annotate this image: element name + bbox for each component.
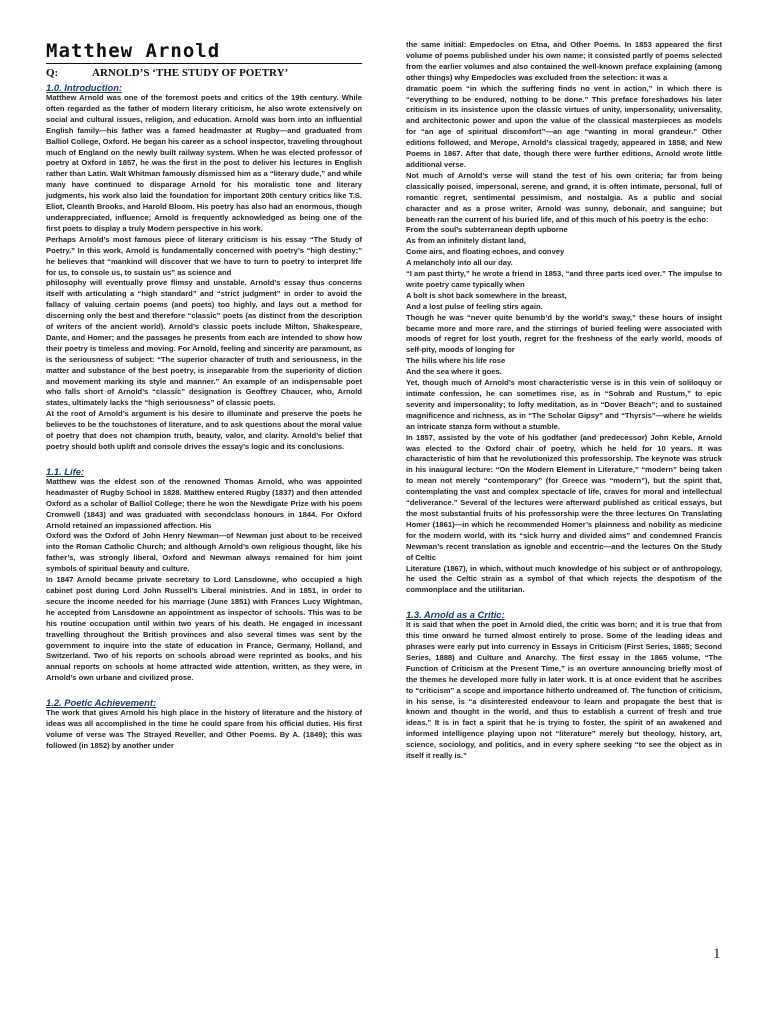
- paragraph: It is said that when the poet in Arnold died, the critic was born; and it is true that from this time onward he turned almost entirely to prose. Some of the leading ideas and phrases were early put into currency in Essays in Criticism (First Series, 1865; Second Series, 1888) and Culture and Anarchy. The first essay in the 1865 volume, “The Function of Criticism at the Present Time,” is an overture announcing briefly most of the themes he developed more fully in later work. It is at once evident that he ascribes to “criticism” a scope and importance hitherto undreamed of. The function of criticism, in his sense, is “a disinterested endeavour to learn and propagate the best that is known and thought in the world, and thus to establish a current of fresh and true ideas.” It is in fact a spirit that he is trying to foster, the spirit of an awakened and informed intelligence playing upon not “literature” merely but theology, history, art, science, sociology, and politics, and in every sphere seeking “to see the object as in itself it really is.”: [406, 620, 722, 761]
- paragraph: “I am past thirty,” he wrote a friend in 1853, “and three parts iced over.” The impulse to write poetry came typically when: [406, 269, 722, 289]
- verse-line: A melancholy into all our day.: [406, 258, 513, 268]
- paragraph: philosophy will eventually prove flimsy and unstable. Arnold’s essay thus concerns itself with articulating a “high standard” and “strict judgment” in order to avoid the fallacy of valuing certain poems (and poets) too highly, and lays out a method for discerning only the best and therefore “classic” poets (as distinct from the description of writers of the ancient world). Arnold’s classic poets include Milton, Shakespeare, Dante, and Homer; and the passages he presents from each are intended to show how their poetry is timeless and moving. For Arnold, feeling and sincerity are paramount, as is the seriousness of subject: “The superior character of truth and seriousness, in the matter and substance of the best poetry, is inseparable from the superiority of diction and movement marking its style and manner.” An example of an indispensable poet who falls short of Arnold’s “classic” designation is Geoffrey Chaucer, who, Arnold states, ultimately lacks the “high seriousness” of classic poets.: [46, 278, 362, 408]
- paragraph: Though he was “never quite benumb’d by the world’s sway,” these hours of insight became more and more rare, and the stirrings of buried feeling were associated with moods of regret for lost youth, regret for the freshness of the early world, moods of self-pity, moods of longing for: [406, 312, 722, 355]
- question-label: Q:: [46, 67, 59, 79]
- paragraph: Matthew Arnold was one of the foremost poets and critics of the 19th century. While often regarded as the father of modern literary criticism, he also wrote extensively on social and cultural issues, religion, and education. Arnold was born into an influential English family—his father was a famed headmaster at Rugby—and graduated from Balliol College, Oxford. He began his career as a school inspector, traveling throughout much of England on the newly built railway system. When he was elected professor of poetry at Oxford in 1857, he was the first in the post to deliver his lectures in English rather than Latin. Walt Whitman famously dismissed him as a “literary dude,” and while many have continued to disparage Arnold for his moralistic tone and literary judgments, his work also laid the foundation for important 20th century critics like T.S. Eliot, Cleanth Brooks, and Harold Bloom. His poetry has also had an enormous, though underappreciated, influence; Arnold is frequently acknowledged as being one of the first poets to display a truly Modern perspective in his work.: [46, 93, 362, 233]
- question-line: [46, 67, 362, 80]
- paragraph: Not much of Arnold’s verse will stand the test of his own criteria; far from being classically poised, impersonal, serene, and grand, it is often intimate, personal, full of romantic regret, sentimental pessimism, and nostalgia. As a public and social character and as a prose writer, Arnold was sunny, debonair, and sanguine; but beneath ran the current of his buried life, and of this much of his poetry is the echo:: [406, 170, 722, 224]
- paragraph: In 1857, assisted by the vote of his godfather (and predecessor) John Keble, Arnold was elected to the Oxford chair of poetry, which he held for 10 years. It was characteristic of him that he revolutionized this professorship. The keynote was struck in his inaugural lecture: “On the Modern Element in Literature,” “modern” being taken to mean not merely “contemporary” (for Greece was “modern”), but the spirit that, contemplating the vast and complex spectacle of life, craves for moral and intellectual “deliverance.” Several of the lectures were afterward published as critical essays, but the most substantial fruits of his professorship were the three lectures On Translating Homer (1861)—in which he recommended Homer’s plainness and nobility as medicine for the modern world, with its “sick hurry and divided aims” and condemned Francis Newman’s recent translation as ignoble and eccentric—and the lectures On the Study of Celtic: [406, 432, 722, 562]
- paragraph: At the root of Arnold’s argument is his desire to illuminate and preserve the poets he believes to be the touchstones of literature, and to ask questions about the moral value of poetry that does not champion truth, beauty, valor, and clarity. Arnold’s belief that poetry should both uplift and console drives the essay’s logic and its conclusions.: [46, 409, 362, 451]
- verse-line: As from an infinitely distant land,: [406, 236, 526, 246]
- verse-line: The hills where his life rose: [406, 356, 506, 366]
- paragraph: Literature (1867), in which, without much knowledge of his subject or of anthropology, he used the Celtic strain as a symbol of that which rejects the despotism of the commonplace and the utilitarian.: [406, 563, 722, 595]
- verse-line: From the soul’s subterranean depth upborne: [406, 225, 568, 235]
- section-heading-life: 1.1. Life:: [46, 465, 85, 477]
- section-heading-arnold-as-critic: 1.3. Arnold as a Critic:: [406, 609, 505, 621]
- title-rule: [46, 63, 362, 64]
- page-number: 1: [713, 946, 721, 962]
- paragraph: In 1847 Arnold became private secretary to Lord Lansdowne, who occupied a high cabinet post during Lord John Russell’s Liberal ministries. And in 1851, in order to secure the income needed for his marriage (June 1851) with Frances Lucy Wightman, he accepted from Lansdowne an appointment as inspector of schools. This was to be his routine occupation until within two years of his death. He engaged in incessant travelling throughout the British provinces and also several times was sent by the government to inquire into the state of education in France, Germany, Holland, and Switzerland. Two of his reports on schools abroad were reprinted as books, and his annual reports on schools at home attracted wide attention, written, as they were, in Arnold’s own urbane and civilized prose.: [46, 575, 362, 683]
- paragraph: Oxford was the Oxford of John Henry Newman—of Newman just about to be received into the Roman Catholic Church; and although Arnold’s own religious thought, like his father’s, was strongly liberal, Oxford and Newman always remained for him joint symbols of spiritual beauty and culture.: [46, 531, 362, 574]
- verse-line: A bolt is shot back somewhere in the breast,: [406, 290, 567, 300]
- left-column: [46, 40, 362, 752]
- paragraph: the same initial: Empedocles on Etna, and Other Poems. In 1853 appeared the first volume of poems published under his own name; it consisted partly of poems selected from the earlier volumes and also contained the well-known preface explaining (among other things) why Empedocles was excluded from the selection: it was a: [406, 40, 722, 82]
- verse-line: And a lost pulse of feeling stirs again.: [406, 301, 543, 311]
- paragraph: Perhaps Arnold’s most famous piece of literary criticism is his essay “The Study of Poetry.” In this work, Arnold is fundamentally concerned with poetry’s “high destiny;” he believes that “mankind will discover that we have to turn to poetry to interpret life for us, to console us, to sustain us” as science and: [46, 234, 362, 277]
- document-title: Matthew Arnold: [46, 40, 221, 62]
- paragraph: The work that gives Arnold his high place in the history of literature and the history of ideas was all accomplished in the time he could spare from his official duties. His first volume of verse was The Strayed Reveller, and Other Poems. By A. (1849); this was followed (in 1852) by another under: [46, 708, 362, 750]
- section-heading-introduction: 1.0. Introduction:: [46, 82, 123, 93]
- verse-line: And the sea where it goes.: [406, 367, 502, 377]
- verse-line: Come airs, and floating echoes, and convey: [406, 247, 565, 257]
- question-text: ARNOLD’S ‘THE STUDY OF POETRY’: [92, 67, 289, 79]
- section-heading-poetic-achievement: 1.2. Poetic Achievement:: [46, 697, 157, 709]
- right-column: [406, 40, 722, 762]
- paragraph: Matthew was the eldest son of the renowned Thomas Arnold, who was appointed headmaster of Rugby School in 1828. Matthew entered Rugby (1837) and then attended Oxford as a scholar of Balliol College; there he won the Newdigate Prize with his poem Cromwell (1843) and was graduated with secondclass honours in 1844. For Oxford Arnold retained an impassioned affection. His: [46, 476, 362, 530]
- paragraph: Yet, though much of Arnold’s most characteristic verse is in this vein of soliloquy or intimate confession, he can sometimes rise, as in “Sohrab and Rustum,” to epic severity and impersonality; to lofty meditation, as in “Dover Beach”; and to sustained magnificence and richness, as in “The Scholar Gipsy” and “Thyrsis”—where he wields an intricate stanza form without a stumble.: [406, 378, 722, 431]
- paragraph: dramatic poem “in which the suffering finds no vent in action,” in which there is “everything to be endured, nothing to be done.” This preface foreshadows his later criticism in its insistence upon the classic virtues of unity, impersonality, universality, and architectonic power and upon the value of the classical masterpieces as models for “an age of spiritual discomfort”—an age “wanting in moral grandeur.” Other editions followed, and Merope, Arnold’s classical tragedy, appeared in 1858, and New Poems in 1867. After that date, though there were further editions, Arnold wrote little additional verse.: [406, 83, 722, 169]
